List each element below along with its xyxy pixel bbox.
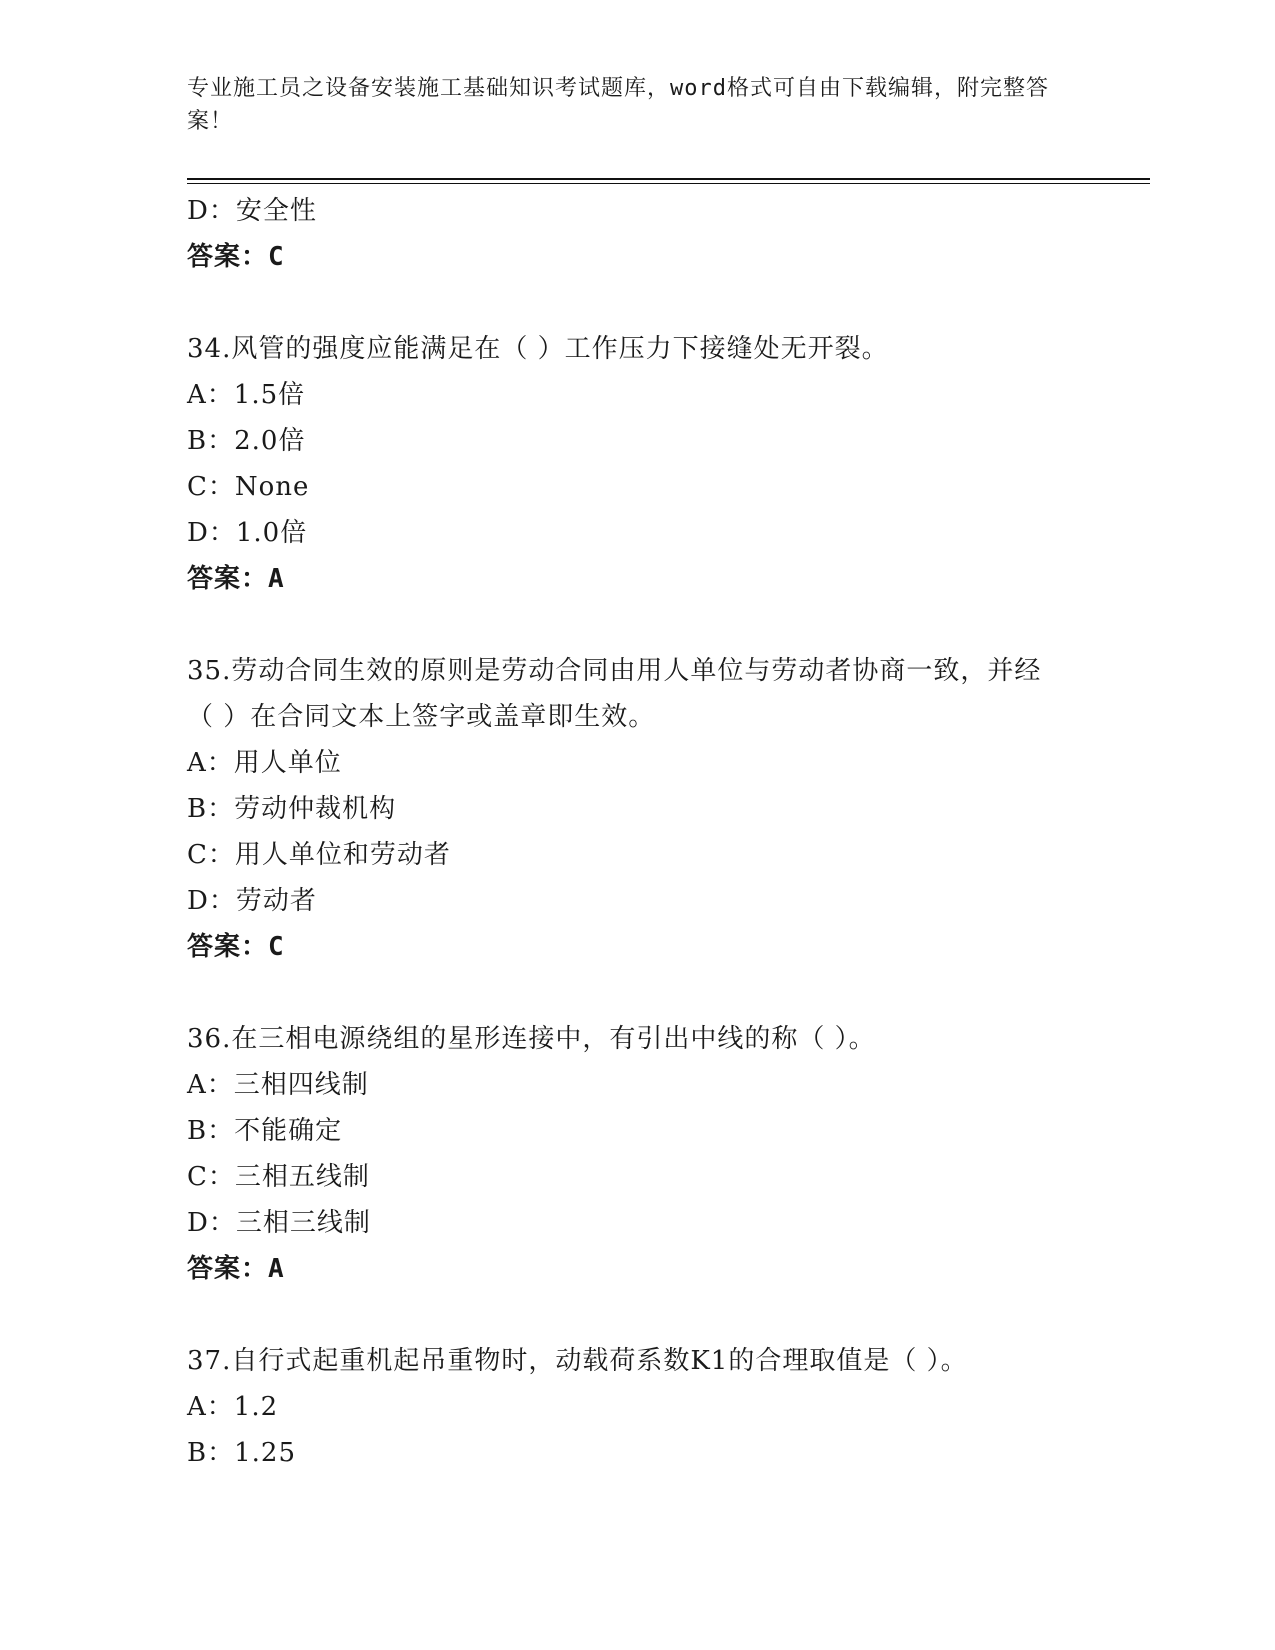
answer-line (187, 1246, 1087, 1292)
answer-line (187, 234, 1087, 280)
answer-label: 答案： (187, 564, 269, 594)
spacer (187, 280, 1087, 326)
header-rule-thick (187, 178, 1150, 180)
option-b: B：2.0倍 (187, 426, 306, 456)
question-list (187, 188, 1087, 1476)
answer-line (187, 556, 1087, 602)
option-c: C：None (187, 472, 310, 502)
answer-label: 答案： (187, 1254, 269, 1284)
answer-value: A (268, 564, 285, 594)
spacer (187, 970, 1087, 1016)
answer-label: 答案： (187, 932, 269, 962)
option-a: A：1.5倍 (187, 380, 306, 410)
option-d: D：安全性 (187, 196, 317, 226)
option-b: B：1.25 (187, 1438, 296, 1468)
option-a: A：用人单位 (187, 748, 342, 778)
question-stem-37: 37.自行式起重机起吊重物时，动载荷系数K1的合理取值是（ ）。 (187, 1346, 968, 1376)
answer-line (187, 924, 1087, 970)
option-d: D：劳动者 (187, 886, 317, 916)
option-d: D：三相三线制 (187, 1208, 371, 1238)
document-header: 专业施工员之设备安装施工基础知识考试题库，word格式可自由下载编辑，附完整答案！ (187, 76, 1049, 134)
question-stem-34: 34.风管的强度应能满足在（ ）工作压力下接缝处无开裂。 (187, 334, 889, 364)
header-rule-thin (187, 183, 1150, 184)
option-b: B：劳动仲裁机构 (187, 794, 397, 824)
option-c: C：三相五线制 (187, 1162, 370, 1192)
answer-value: A (268, 1254, 285, 1284)
spacer (187, 1292, 1087, 1338)
option-d: D：1.0倍 (187, 518, 308, 548)
option-a: A：三相四线制 (187, 1070, 369, 1100)
spacer (187, 602, 1087, 648)
answer-value: C (268, 932, 285, 962)
option-b: B：不能确定 (187, 1116, 343, 1146)
question-stem-35: 35.劳动合同生效的原则是劳动合同由用人单位与劳动者协商一致，并经（ ）在合同文本上签字或盖章即生效。 (187, 656, 1042, 732)
question-stem-36: 36.在三相电源绕组的星形连接中，有引出中线的称（ ）。 (187, 1024, 876, 1054)
option-a: A：1.2 (187, 1392, 279, 1422)
answer-label: 答案： (187, 242, 269, 272)
answer-value: C (268, 242, 285, 272)
option-c: C：用人单位和劳动者 (187, 840, 451, 870)
